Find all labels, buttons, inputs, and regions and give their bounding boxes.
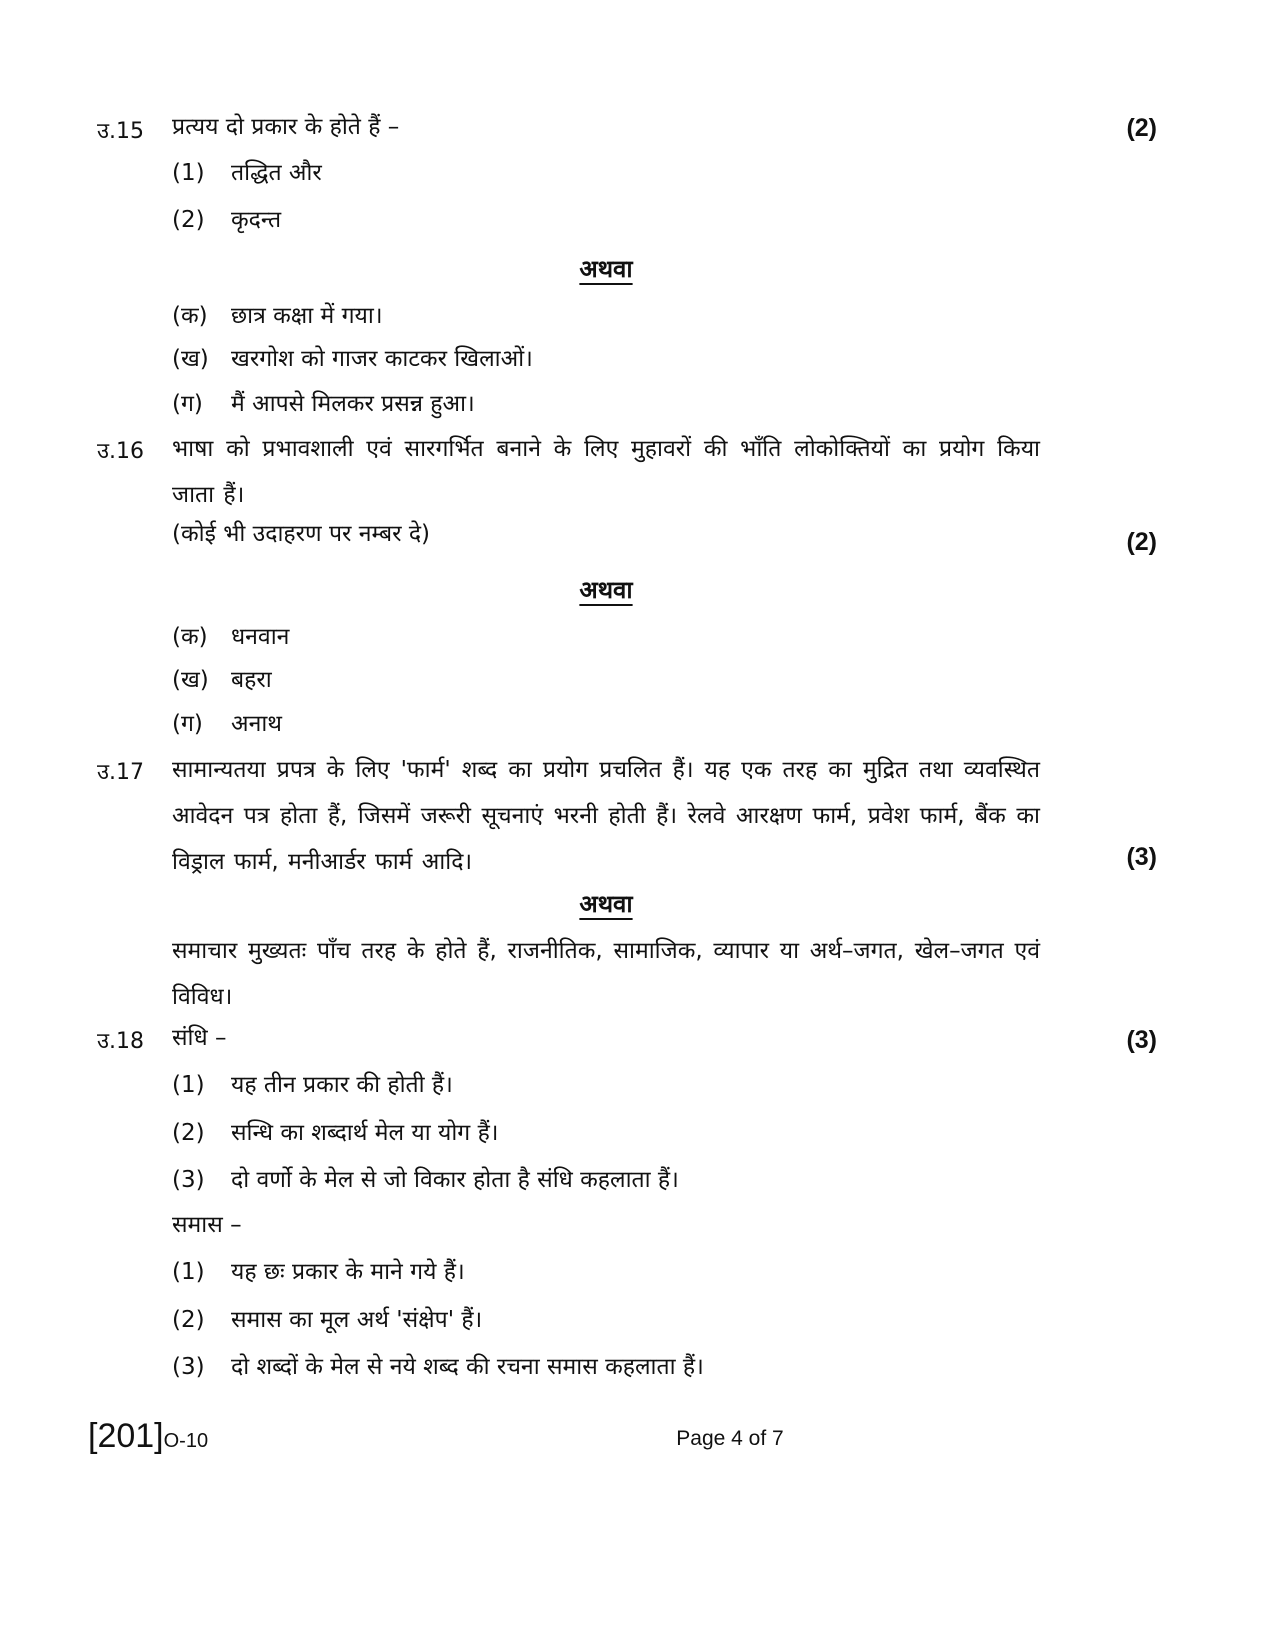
q17-number: उ.17 bbox=[97, 760, 145, 785]
q18-sandhi-item-num: (3) bbox=[172, 1167, 205, 1193]
q18-sandhi-item-num: (1) bbox=[172, 1072, 205, 1098]
q16-alt-item-num: (ग) bbox=[172, 711, 203, 737]
q15-alt-item-num: (क) bbox=[172, 303, 208, 329]
q15-item-num: (1) bbox=[172, 160, 205, 186]
q15-item: तद्धित और bbox=[231, 160, 322, 186]
q16-alt-item: धनवान bbox=[231, 624, 290, 650]
q16-number: उ.16 bbox=[97, 439, 145, 464]
or-heading: अथवा bbox=[579, 890, 633, 918]
q15-text: प्रत्यय दो प्रकार के होते हैं – bbox=[172, 114, 400, 140]
q17-marks: (3) bbox=[1126, 843, 1157, 871]
page-number: Page 4 of 7 bbox=[676, 1427, 784, 1450]
q18-samas-item: समास का मूल अर्थ 'संक्षेप' हैं। bbox=[231, 1307, 483, 1333]
q16-marks: (2) bbox=[1126, 528, 1157, 556]
q16-alt-item-num: (ख) bbox=[172, 667, 209, 693]
q18-samas-item: दो शब्दों के मेल से नये शब्द की रचना समास कहलाता हैं। bbox=[231, 1354, 704, 1380]
q15-item: कृदन्त bbox=[231, 207, 282, 233]
paper-code-suffix: O-10 bbox=[163, 1430, 209, 1452]
q18-number: उ.18 bbox=[97, 1029, 145, 1054]
q17-alt-text: समाचार मुख्यतः पाँच तरह के होते हैं, राजनीतिक, सामाजिक, व्यापार या अर्थ–जगत, खेल–जगत एवं विविध। bbox=[172, 938, 1040, 1010]
q18-sandhi-item: सन्धि का शब्दार्थ मेल या योग हैं। bbox=[231, 1120, 499, 1146]
q15-alt-item: खरगोश को गाजर काटकर खिलाओं। bbox=[231, 346, 533, 372]
q18-samas-heading: समास – bbox=[172, 1212, 242, 1238]
q16-alt-item: बहरा bbox=[231, 667, 272, 693]
q18-samas-item-num: (3) bbox=[172, 1354, 205, 1380]
q15-alt-item-num: (ग) bbox=[172, 391, 203, 417]
q15-item-num: (2) bbox=[172, 207, 205, 233]
q18-samas-item-num: (2) bbox=[172, 1307, 205, 1333]
or-heading: अथवा bbox=[579, 576, 633, 604]
q15-number: उ.15 bbox=[97, 119, 145, 144]
q18-marks: (3) bbox=[1126, 1026, 1157, 1054]
q18-sandhi-heading: संधि – bbox=[172, 1025, 227, 1051]
or-heading: अथवा bbox=[579, 255, 633, 283]
q17-text: सामान्यतया प्रपत्र के लिए 'फार्म' शब्द का प्रयोग प्रचलित हैं। यह एक तरह का मुद्रित तथा व्यवस्थित आवेदन पत्र होता हैं, जिसमें जरूरी सूचनाएं भरनी होती हैं। रेलवे आरक्षण फार्म, प्रवेश फार्म, बैंक का विड्राल फार्म, मनीआर्डर फार्म आदि। bbox=[172, 757, 1040, 875]
q18-samas-item: यह छः प्रकार के माने गये हैं। bbox=[231, 1259, 465, 1285]
q16-alt-item: अनाथ bbox=[231, 711, 282, 737]
q15-alt-item-num: (ख) bbox=[172, 346, 209, 372]
q18-samas-item-num: (1) bbox=[172, 1259, 205, 1285]
q16-note: (कोई भी उदाहरण पर नम्बर दे) bbox=[172, 521, 431, 547]
q18-sandhi-item-num: (2) bbox=[172, 1120, 205, 1146]
q15-marks: (2) bbox=[1126, 114, 1157, 142]
q18-sandhi-item: यह तीन प्रकार की होती हैं। bbox=[231, 1072, 453, 1098]
q15-alt-item: छात्र कक्षा में गया। bbox=[231, 303, 383, 329]
q16-text: भाषा को प्रभावशाली एवं सारगर्भित बनाने के लिए मुहावरों की भाँति लोकोक्तियों का प्रयोग किया जाता हैं। bbox=[172, 436, 1040, 508]
q16-alt-item-num: (क) bbox=[172, 624, 208, 650]
paper-code: [201]O-10 bbox=[88, 1417, 209, 1455]
q18-sandhi-item: दो वर्णो के मेल से जो विकार होता है संधि कहलाता हैं। bbox=[231, 1167, 679, 1193]
q15-alt-item: मैं आपसे मिलकर प्रसन्न हुआ। bbox=[231, 391, 475, 417]
